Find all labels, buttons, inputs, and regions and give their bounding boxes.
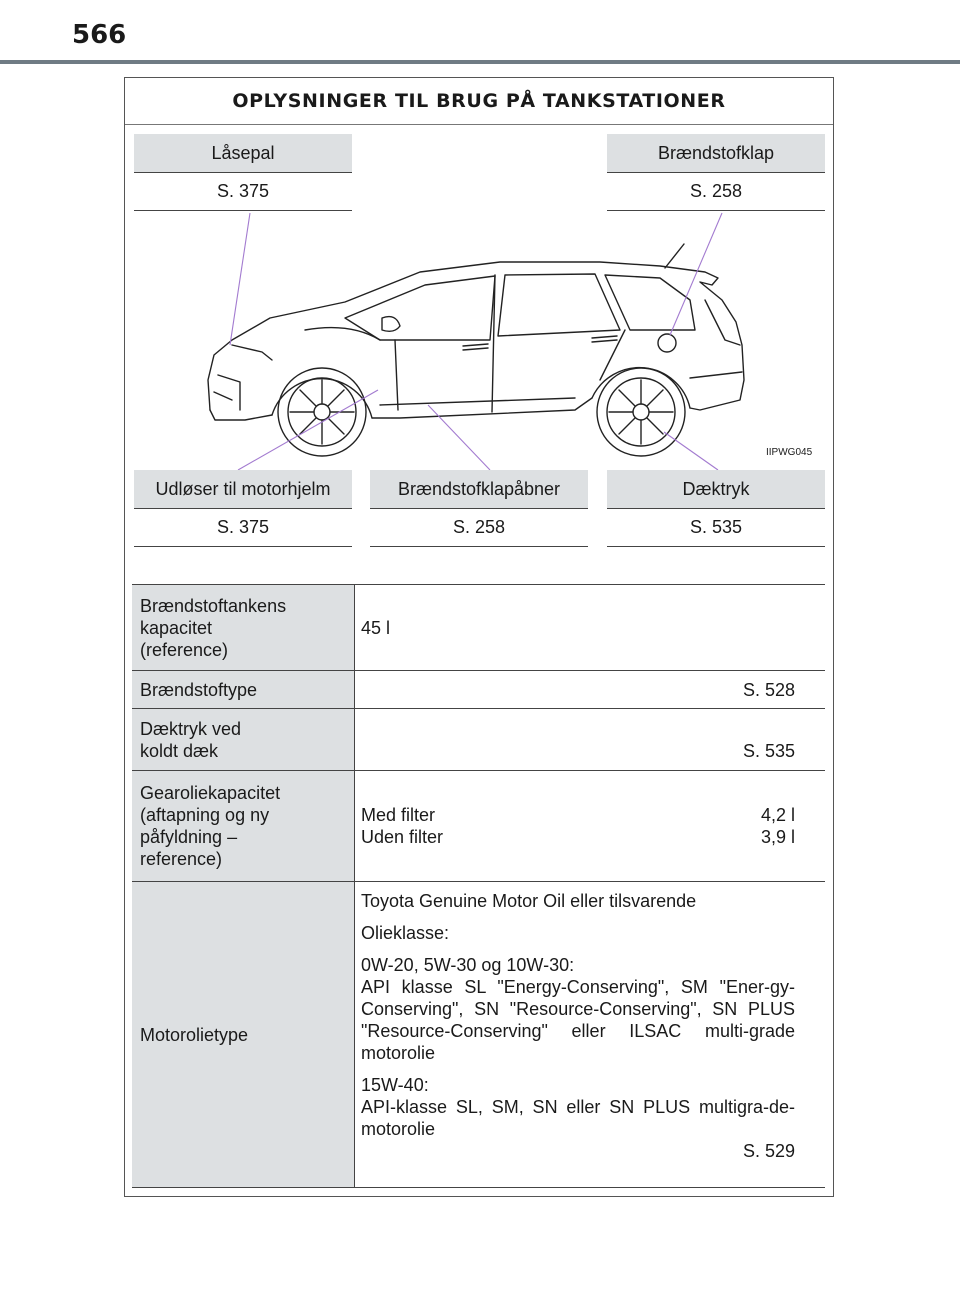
label-reference: S. 258 [370, 509, 588, 547]
spec-table [132, 584, 825, 1188]
spec-label: Brændstoftype [132, 671, 355, 709]
box-title: OPLYSNINGER TIL BRUG PÅ TANKSTATIONER [125, 78, 833, 125]
oil-viscosity-2: 15W-40: [361, 1075, 429, 1095]
page-number: 566 [72, 20, 127, 50]
table-row [132, 771, 825, 882]
label-reference: S. 375 [134, 509, 352, 547]
label-reference: S. 535 [607, 509, 825, 547]
table-row [132, 585, 825, 671]
figure-id: IIPWG045 [766, 447, 813, 458]
spec-value [355, 771, 826, 882]
label-hood-release [134, 470, 352, 547]
oil-reference: S. 529 [742, 1141, 795, 1161]
table-row [132, 709, 825, 771]
without-filter-label: Uden filter [361, 827, 444, 847]
spec-value: S. 535 [355, 709, 826, 771]
label-reference: S. 258 [607, 173, 825, 211]
oil-viscosity-1: 0W-20, 5W-30 og 10W-30: [361, 955, 575, 975]
spec-value [355, 882, 826, 1188]
with-filter-label: Med filter [361, 805, 436, 825]
label-name: Dæktryk [607, 470, 825, 509]
spec-label: Gearoliekapacitet (aftapning og ny påfyldning – reference) [132, 771, 355, 882]
spec-label: Brændstoftankens kapacitet (reference) [132, 585, 355, 671]
oil-spec-1: API klasse SL "Energy-Conserving", SM "Ener-gy-Conserving", SN "Resource-Conserving", SN PLUS "Resource-Conserving" eller ILSAC multi-grade motorolie [361, 977, 795, 1063]
spec-label: Dæktryk ved koldt dæk [132, 709, 355, 771]
oil-line: Toyota Genuine Motor Oil eller tilsvarende [361, 891, 697, 911]
label-name: Brændstofklap [607, 134, 825, 173]
spec-value: 45 l [355, 585, 826, 671]
label-tire-pressure [607, 470, 825, 547]
label-name: Låsepal [134, 134, 352, 173]
with-filter-value: 4,2 l [760, 805, 795, 825]
label-locking-latch [134, 134, 352, 211]
label-name: Brændstofklapåbner [370, 470, 588, 509]
without-filter-value: 3,9 l [760, 827, 795, 847]
label-name: Udløser til motorhjelm [134, 470, 352, 509]
label-reference: S. 375 [134, 173, 352, 211]
label-fuel-door-opener [370, 470, 588, 547]
label-fuel-door [607, 134, 825, 211]
table-row [132, 671, 825, 709]
spec-value: S. 528 [355, 671, 826, 709]
oil-class-label: Olieklasse: [361, 923, 450, 943]
spec-label: Motorolietype [132, 882, 355, 1188]
table-row [132, 882, 825, 1188]
oil-spec-2: API-klasse SL, SM, SN eller SN PLUS multigra-de-motorolie [361, 1097, 795, 1139]
